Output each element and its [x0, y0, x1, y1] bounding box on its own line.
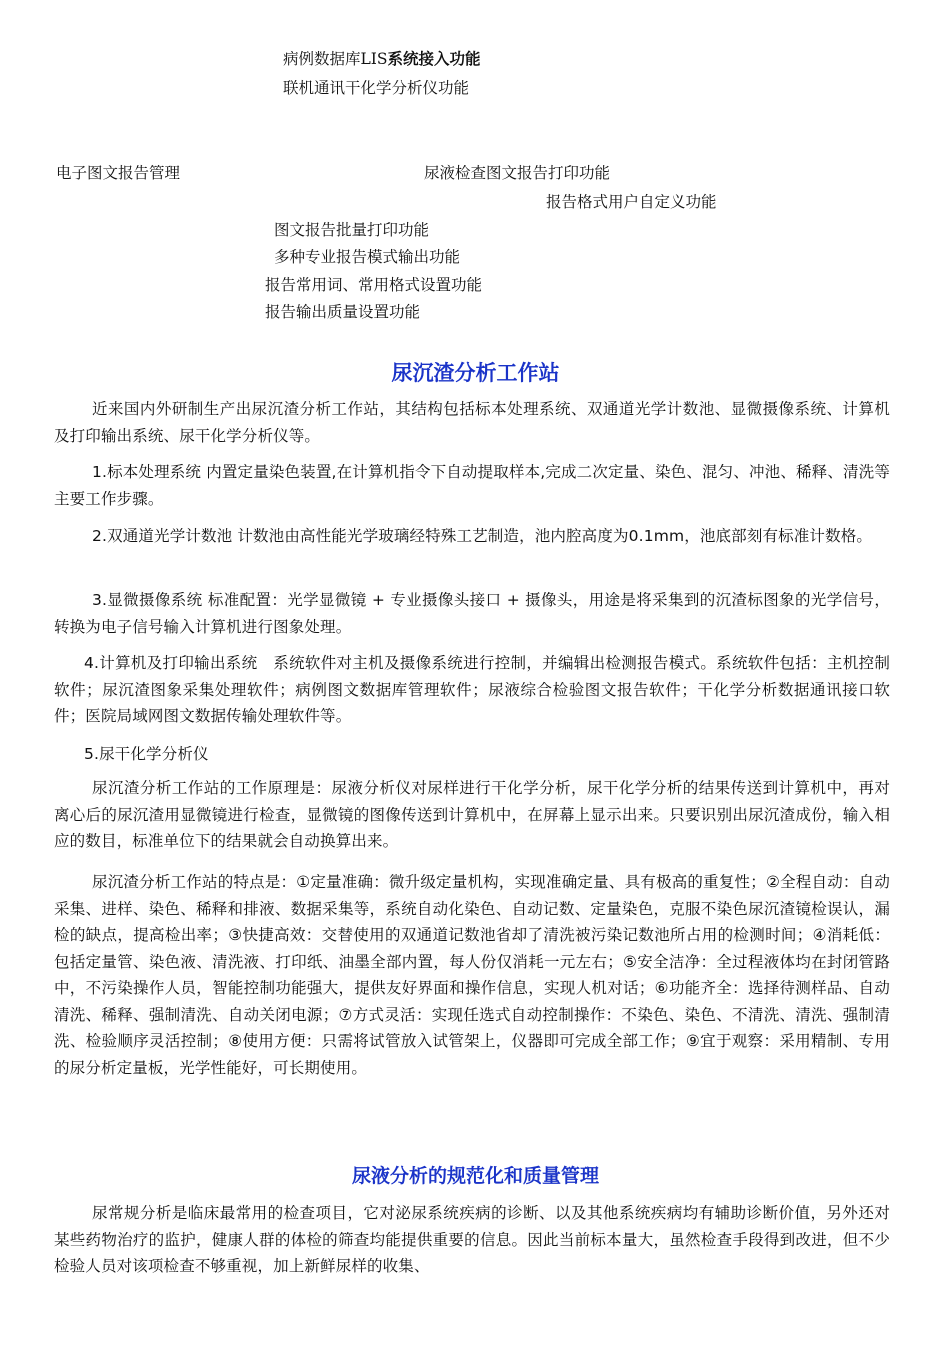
paragraph-sample-processing: 1.标本处理系统 内置定量染色装置,在计算机指令下自动提取样本,完成二次定量、染色、混匀、冲池、稀释、清洗等主要工作步骤。 [54, 463, 890, 508]
report-item: 报告输出质量设置功能 [265, 303, 421, 321]
feature-line-online: 联机通讯干化学分析仪功能 [283, 79, 470, 97]
paragraph-dry-chemistry: 5.尿干化学分析仪 [84, 745, 209, 763]
feature-line-lis-prefix: 病例数据库LIS [283, 50, 388, 68]
report-section-title: 尿液检查图文报告打印功能 [424, 164, 611, 182]
report-section-label: 电子图文报告管理 [56, 164, 181, 182]
paragraph-computer-system: 4.计算机及打印输出系统 系统软件对主机及摄像系统进行控制，并编辑出检测报告模式。系统软件包括：主机控制软件；尿沉渣图象采集处理软件；病例图文数据库管理软件；尿液综合检验图文报告软件；干化学分析数据通讯接口软件；医院局域网图文数据传输处理软件等。 [54, 654, 890, 725]
feature-line-lis [283, 49, 481, 69]
paragraph-quality-intro: 尿常规分析是临床最常用的检查项目，它对泌尿系统疾病的诊断、以及其他系统疾病均有辅助诊断价值，另外还对某些药物治疗的监护，健康人群的体检的筛查均能提供重要的信息。因此当前标本量大，虽然检查手段得到改进，但不少检验人员对该项检查不够重视，加上新鲜尿样的收集、 [54, 1204, 890, 1275]
paragraph-features: 尿沉渣分析工作站的特点是：①定量准确：微升级定量机构，实现准确定量、具有极高的重复性；②全程自动：自动采集、进样、染色、稀释和排液、数据采集等，系统自动化染色、自动记数、定量染色，克服不染色尿沉渣镜检误认，漏检的缺点，提高检出率；③快捷高效：交替使用的双通道记数池省却了清洗被污染记数池所占用的检测时间；④消耗低：包括定量管、染色液、清洗液、打印纸、油墨全部内置，每人份仅消耗一元左右；⑤安全洁净：全过程液体均在封闭管路中，不污染操作人员，智能控制功能强大，提供友好界面和操作信息，实现人机对话；⑥功能齐全：选择待测样品、自动清洗、稀释、强制清洗、自动关闭电源；⑦方式灵活：实现任选式自动控制操作：不染色、染色、不清洗、清洗、强制清洗、检验顺序灵活控制；⑧使用方便：只需将试管放入试管架上，仪器即可完成全部工作；⑨宜于观察：采用精制、专用的尿分析定量板，光学性能好，可长期使用。 [54, 873, 890, 1077]
report-item: 图文报告批量打印功能 [274, 221, 430, 239]
section-heading-quality: 尿液分析的规范化和质量管理 [351, 1165, 599, 1187]
paragraph-counting-chamber: 2.双通道光学计数池 计数池由高性能光学玻璃经特殊工艺制造，池内腔高度为0.1mm，池底部刻有标准计数格。 [92, 527, 873, 545]
report-item: 多种专业报告模式输出功能 [274, 248, 461, 266]
report-item: 报告格式用户自定义功能 [546, 193, 717, 211]
report-item: 报告常用词、常用格式设置功能 [265, 276, 483, 294]
section-heading-workstation: 尿沉渣分析工作站 [391, 361, 560, 385]
paragraph-principle: 尿沉渣分析工作站的工作原理是：尿液分析仪对尿样进行干化学分析，尿干化学分析的结果传送到计算机中，再对离心后的尿沉渣用显微镜进行检查，显微镜的图像传送到计算机中，在屏幕上显示出来。只要识别出尿沉渣成份，输入相应的数目，标准单位下的结果就会自动换算出来。 [54, 779, 890, 850]
paragraph-intro: 近来国内外研制生产出尿沉渣分析工作站，其结构包括标本处理系统、双通道光学计数池、显微摄像系统、计算机及打印输出系统、尿干化学分析仪等。 [54, 400, 890, 445]
feature-line-lis-suffix: 系统接入功能 [387, 50, 481, 68]
paragraph-camera-system: 3.显微摄像系统 标准配置：光学显微镜 + 专业摄像头接口 + 摄像头，用途是将采集到的沉渣标图象的光学信号，转换为电子信号输入计算机进行图象处理。 [54, 591, 890, 636]
